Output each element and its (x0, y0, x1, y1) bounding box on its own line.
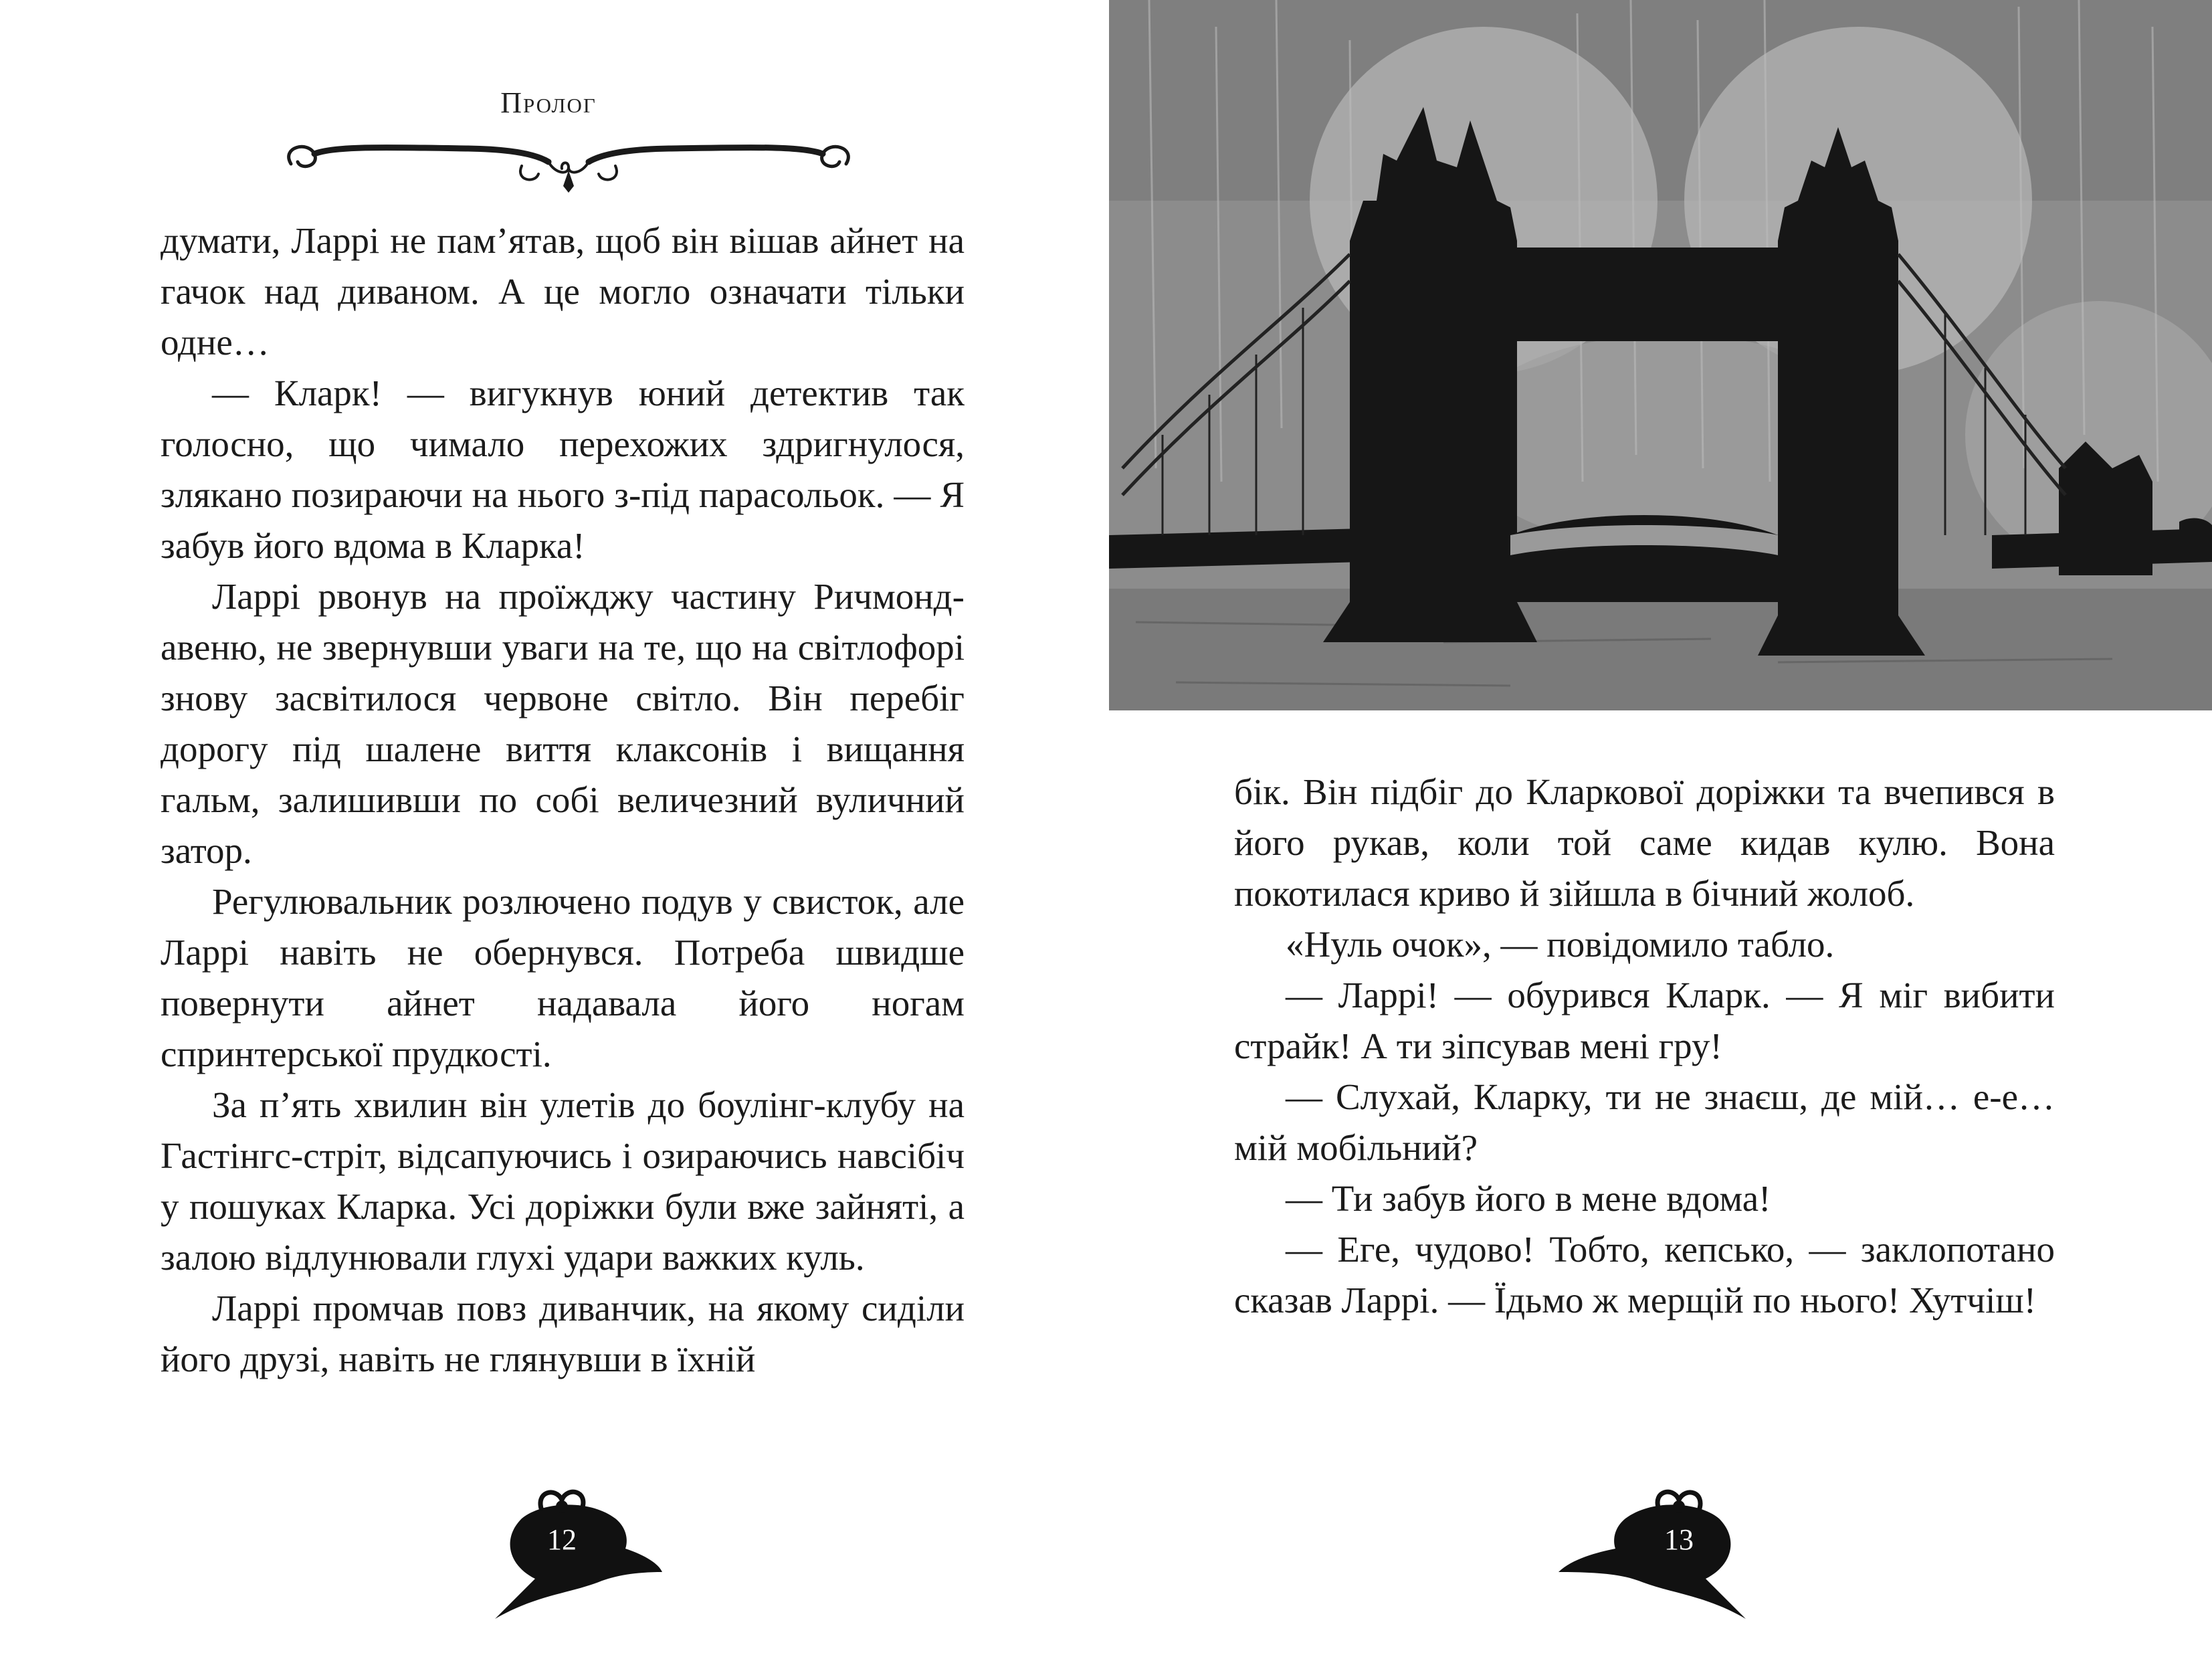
paragraph: Ларрі рвонув на проїжджу частину Ричмонд-авеню, не звернувши уваги на те, що на світлофорі знову засвітилося червоне світло. Він перебіг дорогу під шалене виття клаксонів і вищання гальм, залишивши по собі величезний вуличний затор. (161, 576, 965, 871)
running-head: Пролог (500, 86, 597, 119)
paragraph: «Нуль очок», — повідомило табло. (1286, 924, 1835, 965)
paragraph: — Ларрі! — обурився Кларк. — Я міг вибити страйк! А ти зіпсував мені гру! (1234, 975, 2055, 1066)
left-page (0, 0, 1097, 1659)
left-body-text (161, 215, 965, 1385)
paragraph: — Ти забув його в мене вдома! (1286, 1178, 1771, 1219)
page-number-badge (1559, 1472, 1759, 1619)
tower-bridge-illustration (1109, 0, 2212, 710)
paragraph: бік. Він підбіг до Кларкової доріжки та вчепився в його рукав, коли той саме кидав кулю. Вона покотилася криво й зійшла в бічний жолоб. (1234, 771, 2055, 914)
right-body-text (1234, 767, 2055, 1326)
page-number: 12 (547, 1523, 577, 1556)
page-number-badge (482, 1472, 682, 1619)
paragraph: думати, Ларрі не пам’ятав, щоб він вішав айнет на гачок над диваном. А це могло означати тільки одне… (161, 220, 965, 363)
paragraph: — Кларк! — вигукнув юний детектив так голосно, що чимало перехожих здригнулося, злякано позираючи на нього з-під парасольок. — Я забув його вдома в Кларка! (161, 373, 965, 566)
paragraph: За п’ять хвилин він улетів до боулінг-клубу на Гастінгс-стріт, відсапуючись і озираючись навсібіч у пошуках Кларка. Усі доріжки були вже зайняті, а залою відлунювали глухі удари важких куль. (161, 1084, 965, 1278)
ornament-divider (254, 134, 883, 194)
paragraph: — Слухай, Кларку, ти не знаєш, де мій… е-е… мій мобільний? (1234, 1076, 2055, 1168)
paragraph: — Еге, чудово! Тобто, кепсько, — заклопотано сказав Ларрі. — Їдьмо ж мерщій по нього! Хутчіш! (1234, 1229, 2055, 1321)
paragraph: Регулювальник розлючено подув у свисток, але Ларрі навіть не обернувся. Потреба швидше повернути айнет надавала його ногам спринтерської прудкості. (161, 881, 965, 1074)
page-number: 13 (1664, 1523, 1694, 1556)
paragraph: Ларрі промчав повз диванчик, на якому сиділи його друзі, навіть не глянувши в їхній (161, 1288, 965, 1379)
